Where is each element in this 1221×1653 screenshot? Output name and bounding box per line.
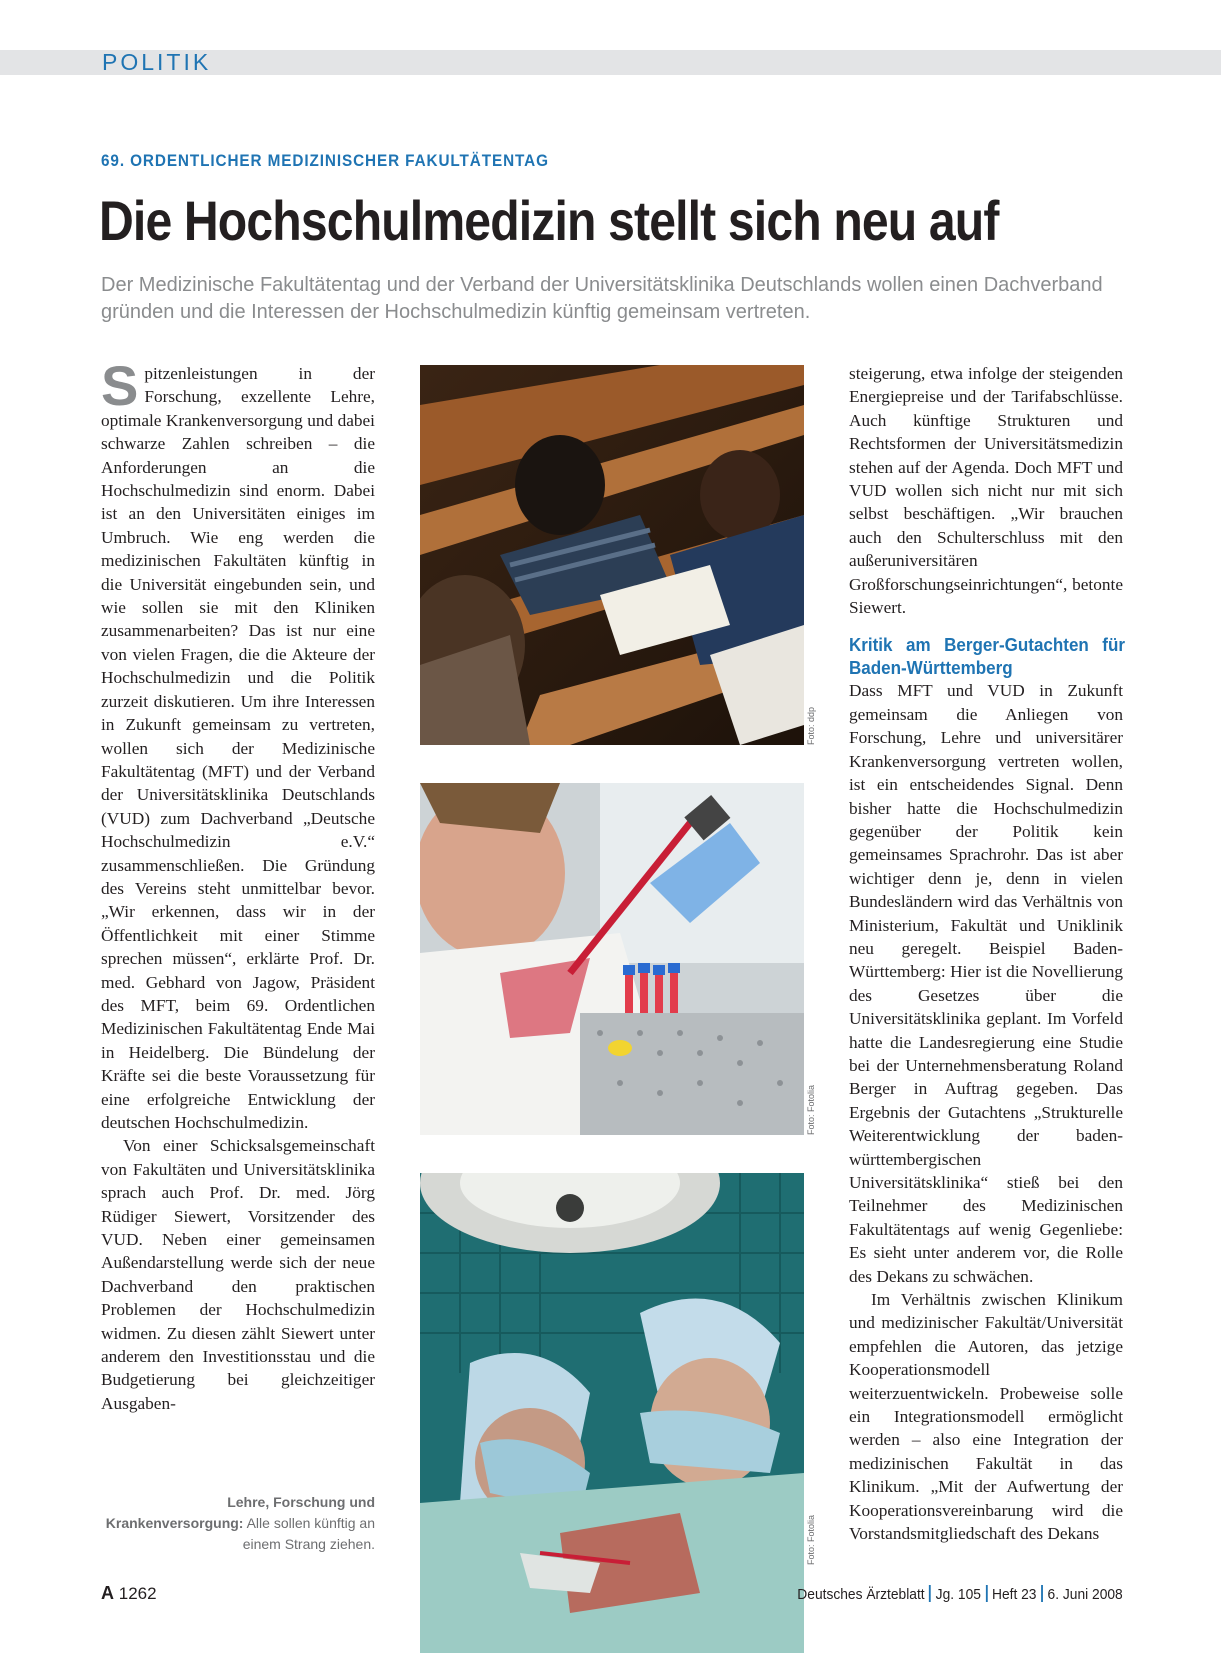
photo-credit: Foto: Fotolia [806,1514,816,1565]
page-number-value: 1262 [118,1584,157,1603]
journal-name: Deutsches Ärzteblatt [797,1586,925,1603]
issue: Heft 23 [992,1586,1037,1603]
photo-laboratory [420,783,804,1135]
paragraph: steigerung, etwa infolge der steigenden Energiepreise und der Tarifabschlüsse. Auch künftige Strukturen und Rechtsformen der Universitätsmedizin stehen auf der Agenda. Doch MFT und VUD wollen sich nicht nur mit sich selbst beschäftigen. „Wir brauchen auch den Schulterschluss mit den außeruniversitären Großforschungseinrichtungen“, betonte Siewert. [849,364,1123,618]
caption-lead: Lehre, Forschung und Krankenversorgung: [105,1494,375,1531]
paragraph: Im Verhältnis zwischen Klinikum und medizinischer Fakultät/Universität empfehlen die Autoren, das jetzige Kooperationsmodell weiterzuentwickeln. Probeweise solle ein Integrationsmodell ermöglicht werden – also eine Integration der medizinischen Fakultät in das Klinikum. „Mit der Aufwertung der Kooperationsvereinbarung wird die Vorstandsmitgliedschaft des Dekans [849,1290,1123,1544]
kicker: 69. ORDENTLICHER MEDIZINISCHER FAKULTÄTENTAG [101,151,549,170]
photo-surgery [420,1173,804,1653]
dropcap: S [101,354,139,417]
paragraph [101,354,375,1134]
article-column-right [849,362,1123,1546]
photo-caption [101,1492,375,1555]
photo-credit: Foto: ddp [806,706,816,745]
deck: Der Medizinische Fakultätentag und der Verband der Universitätsklinika Deutschlands wollen einen Dachverband gründen und die Interessen der Hochschulmedizin künftig gemeinsam vertreten. [101,274,1103,323]
issue-date: 6. Juni 2008 [1047,1586,1123,1603]
page-prefix: A [101,1583,114,1603]
article-column-left [101,354,375,1415]
caption-text: Alle sollen künftig an einem Strang ziehen. [242,1515,375,1552]
separator [1041,1585,1043,1602]
footer-citation [798,1585,1123,1603]
headline: Die Hochschulmedizin stellt sich neu auf [99,189,999,252]
separator [929,1585,931,1602]
photo-credit: Foto: Fotolia [806,1084,816,1135]
subheading: Kritik am Berger-Gutachten für Baden-Württemberg [849,634,1125,679]
photo-lecture-hall [420,365,804,745]
section-label: POLITIK [102,49,212,75]
separator [986,1585,988,1602]
paragraph: Von einer Schicksalsgemeinschaft von Fakultäten und Universitätsklinika sprach auch Prof. Dr. med. Jörg Rüdiger Siewert, Vorsitzender des VUD. Neben einer gemeinsamen Außendarstellung werde sich der neue Dachverband den praktischen Problemen der Hochschulmedizin widmen. Zu diesen zählt Siewert unter anderem den Investitionsstau und die Budgetierung bei gleichzeitiger Ausgaben- [101,1136,375,1413]
paragraph-text: pitzenleistungen in der Forschung, exzellente Lehre, optimale Krankenversorgung und dabei schwarze Zahlen schreiben – die Anforderungen an die Hochschulmedizin sind enorm. Dabei ist an den Universitäten einiges im Umbruch. Wie eng werden die medizinischen Fakultäten künftig in die Universität eingebunden sein, und wie sollen sie mit den Kliniken zusammenarbeiten? Das ist nur eine von vielen Fragen, die die Akteure der Hochschulmedizin und die Politik zurzeit diskutieren. Um ihre Interessen in Zukunft gemeinsam zu vertreten, wollen sich der Medizinische Fakultätentag (MFT) und der Verband der Universitätsklinika Deutschlands (VUD) zum Dachverband „Deutsche Hochschulmedizin e.V.“ zusammenschließen. Die Gründung des Vereins steht unmittelbar bevor. „Wir erkennen, dass wir in der Öffentlichkeit mit einer Stimme sprechen müssen“, erklärte Prof. Dr. med. Gebhard von Jagow, Präsident des MFT, beim 69. Ordentlichen Medizinischen Fakultätentag Ende Mai in Heidelberg. Die Bündelung der Kräfte sei die beste Voraussetzung für eine erfolgreiche Entwicklung der deutschen Hochschulmedizin. [101,364,375,1132]
volume: Jg. 105 [935,1586,982,1603]
page-number [101,1583,157,1604]
paragraph: Dass MFT und VUD in Zukunft gemeinsam die Anliegen von Forschung, Lehre und universitärer Krankenversorgung vertreten wollen, ist ein entscheidendes Signal. Denn bisher hatte die Hochschulmedizin gegenüber der Politik kein gemeinsames Sprachrohr. Das ist aber wichtiger denn je, denn in vielen Bundesländern wird das Verhältnis von Ministerium, Fakultät und Uniklinik neu geregelt. Beispiel Baden-Württemberg: Hier ist die Novellierung des Gesetzes über die Universitätsklinika geplant. Im Vorfeld hatte die Landesregierung eine Studie bei der Unternehmensberatung Roland Berger in Auftrag gegeben. Das Ergebnis der Gutachtens „Strukturelle Weiterentwicklung der baden-württembergischen Universitätsklinika“ stieß bei den Teilnehmer des Medizinischen Fakultätentags auf wenig Gegenliebe: Es sieht unter anderem vor, die Rolle des Dekans zu schwächen. [849,681,1123,1286]
